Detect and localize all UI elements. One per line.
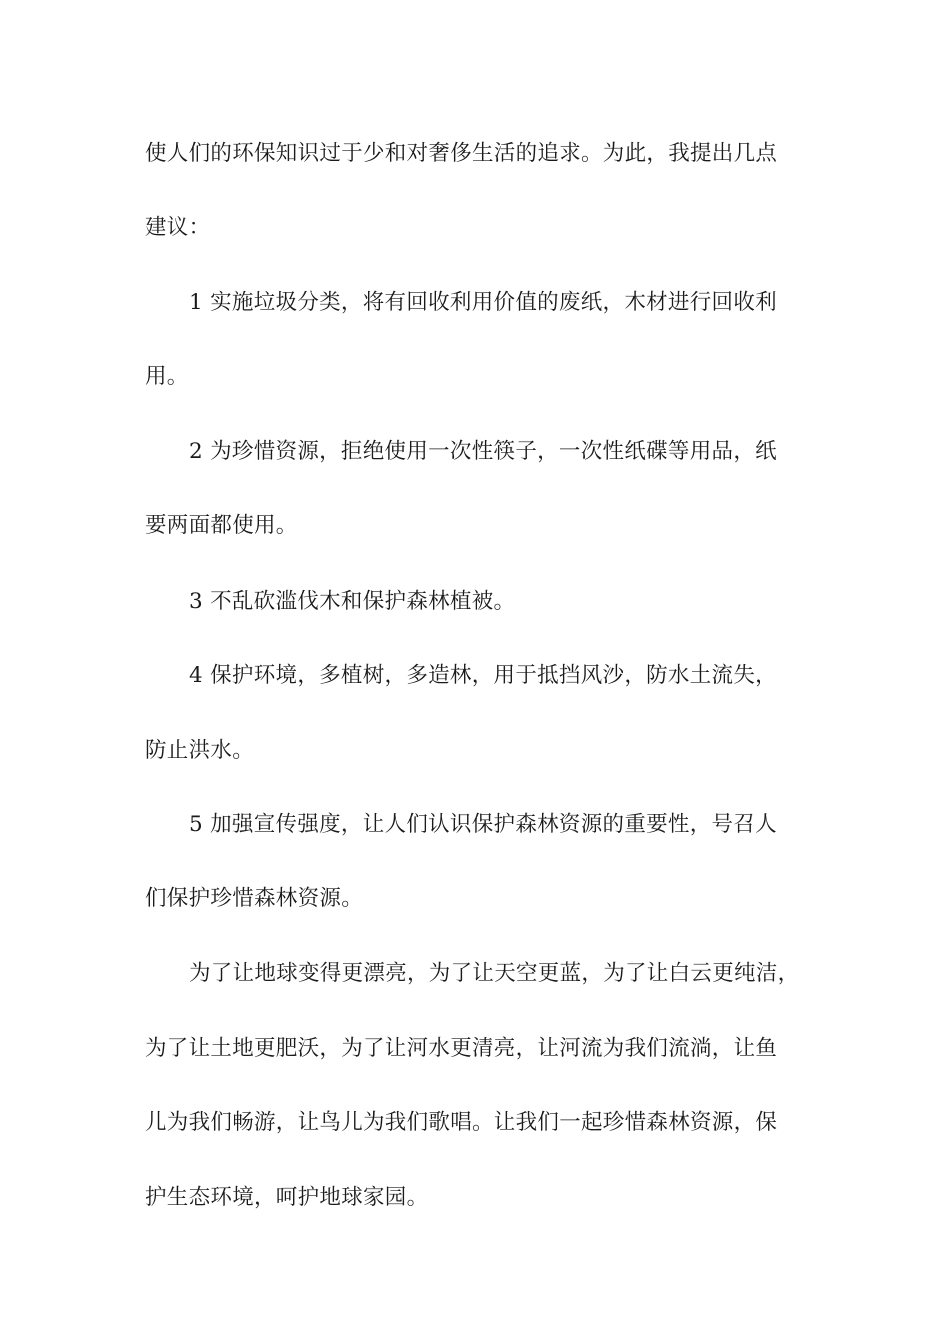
- text-line: 为了让地球变得更漂亮，为了让天空更蓝，为了让白云更纯洁，: [189, 961, 800, 986]
- text-line: 4 保护环境，多植树，多造林，用于抵挡风沙，防水土流失，: [189, 663, 777, 688]
- text-line: 使人们的环保知识过于少和对奢侈生活的追求。为此，我提出几点: [145, 141, 778, 166]
- text-line: 为了让土地更肥沃，为了让河水更清亮，让河流为我们流淌，让鱼: [145, 1036, 778, 1061]
- text-line: 护生态环境，呵护地球家园。: [145, 1185, 429, 1210]
- text-line: 要两面都使用。: [145, 513, 298, 538]
- text-line: 建议：: [145, 215, 211, 240]
- text-line: 2 为珍惜资源，拒绝使用一次性筷子，一次性纸碟等用品，纸: [189, 439, 777, 464]
- text-line: 5 加强宣传强度，让人们认识保护森林资源的重要性，号召人: [189, 812, 777, 837]
- text-line: 1 实施垃圾分类，将有回收利用价值的废纸，木材进行回收利: [189, 290, 777, 315]
- text-line: 儿为我们畅游，让鸟儿为我们歌唱。让我们一起珍惜森林资源，保: [145, 1110, 778, 1135]
- text-line: 防止洪水。: [145, 738, 255, 763]
- text-line: 3 不乱砍滥伐木和保护森林植被。: [189, 589, 516, 614]
- text-line: 们保护珍惜森林资源。: [145, 886, 364, 911]
- text-line: 用。: [145, 364, 189, 389]
